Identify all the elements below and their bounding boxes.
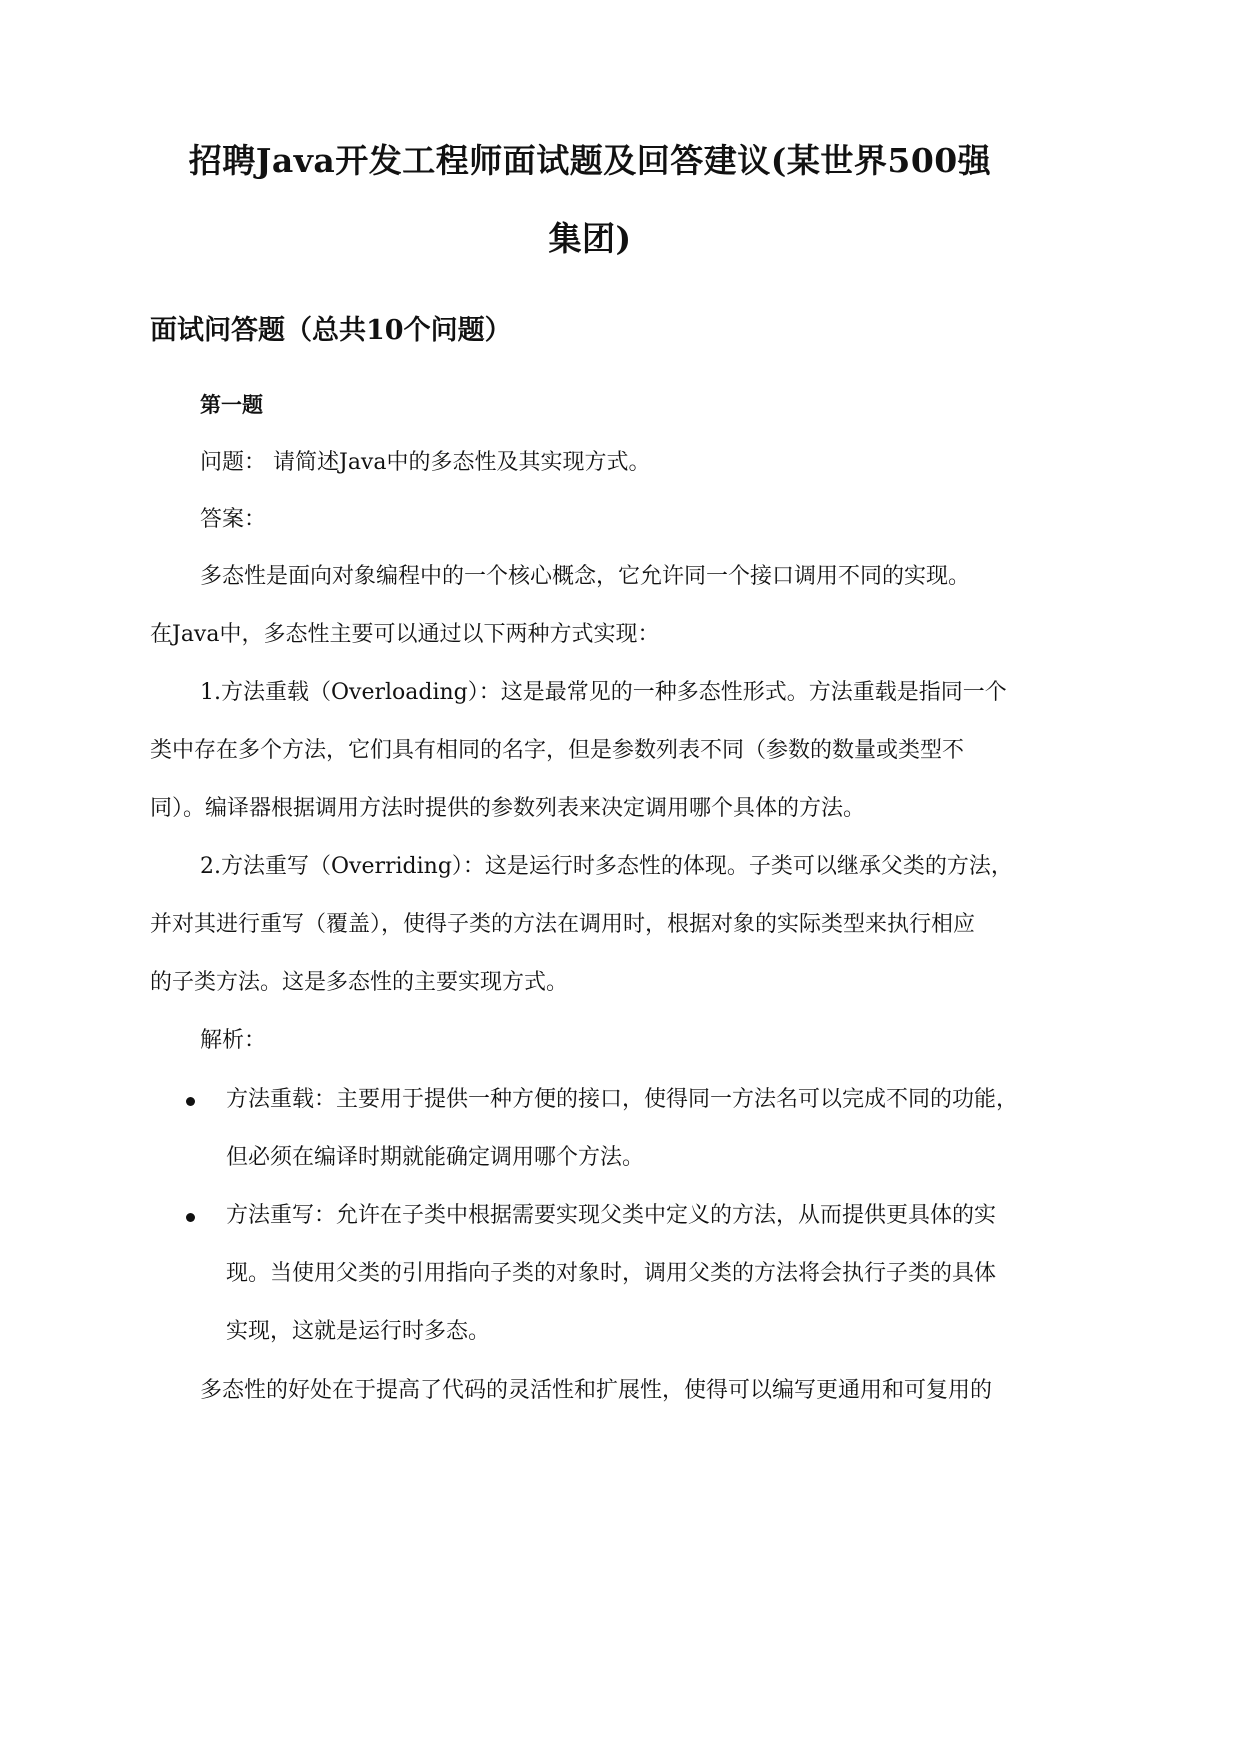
item-2-line-1: 2.方法重写（Overriding）：这是运行时多态性的体现。子类可以继承父类的方法， [200,854,1013,879]
item-1-line-1: 1.方法重载（Overloading）：这是最常见的一种多态性形式。方法重载是指同一个 [200,680,1007,705]
bullet-dot-2 [186,1213,195,1222]
item-1-line-3: 同）。编译器根据调用方法时提供的参数列表来决定调用哪个具体的方法。 [150,796,866,821]
intro-line-2: 在Java中，多态性主要可以通过以下两种方式实现： [150,622,660,647]
item-2-line-3: 的子类方法。这是多态性的主要实现方式。 [150,970,569,995]
bullet-1-line-2: 但必须在编译时期就能确定调用哪个方法。 [226,1145,645,1170]
answer-label: 答案： [200,507,267,532]
intro-line-1: 多态性是面向对象编程中的一个核心概念，它允许同一个接口调用不同的实现。 [200,564,971,589]
document-title-line-1: 招聘Java开发工程师面试题及回答建议(某世界500强 [188,141,992,180]
closing-line: 多态性的好处在于提高了代码的灵活性和扩展性，使得可以编写更通用和可复用的 [200,1378,993,1403]
bullet-dot-1 [186,1097,195,1106]
document-title-line-2: 集团) [548,219,632,258]
bullet-2-line-2: 现。当使用父类的引用指向子类的对象时，调用父类的方法将会执行子类的具体 [226,1261,997,1286]
analysis-label: 解析： [200,1028,267,1053]
bullet-2-line-3: 实现，这就是运行时多态。 [226,1319,491,1344]
question-text: 问题： 请简述Java中的多态性及其实现方式。 [200,450,651,475]
section-heading: 面试问答题（总共10个问题） [150,315,512,346]
item-2-line-2: 并对其进行重写（覆盖），使得子类的方法在调用时，根据对象的实际类型来执行相应 [150,912,976,937]
bullet-2-line-1: 方法重写：允许在子类中根据需要实现父类中定义的方法，从而提供更具体的实 [226,1203,997,1228]
bullet-1-line-1: 方法重载：主要用于提供一种方便的接口，使得同一方法名可以完成不同的功能， [226,1087,1019,1112]
question-heading: 第一题 [200,392,263,417]
item-1-line-2: 类中存在多个方法，它们具有相同的名字，但是参数列表不同（参数的数量或类型不 [150,738,965,763]
